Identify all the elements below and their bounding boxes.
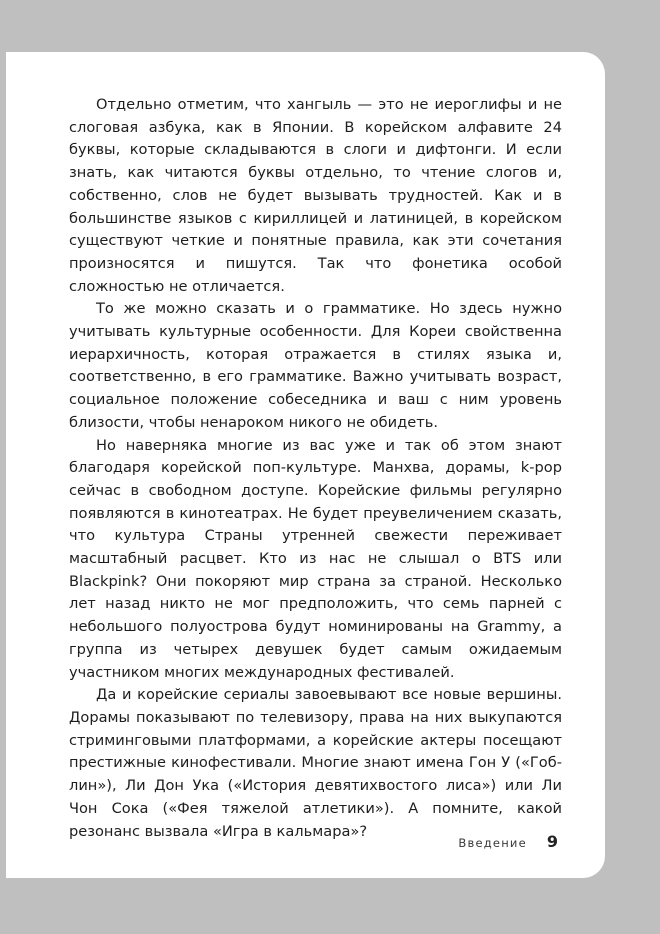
paragraph-4: Да и корейские сериалы завоевывают все новые вершины. Дорамы показывают по телевизору, права на них выкупаются стриминговыми платформами, а корейские актеры посещают престижные кинофестивали. Многие знают имена Гон У («Гоблин»), Ли Дон Ука («История девятихвостого лиса») или Ли Чон Сока («Фея тяжелой атлетики»). А помните, какой резонанс вызвала «Игра в кальмара»? [69,686,562,840]
paragraph-2: То же можно сказать и о грамматике. Но здесь нужно учитывать культурные особенности. Для Кореи свойственна иерархичность, которая отражается в стилях языка и, соответственно, в его грамматике. Важно учитывать возраст, социальное положение собеседника и ваш с ним уровень близости, чтобы ненароком никого не обидеть. [69,300,562,431]
book-page [6,52,605,878]
page-footer [458,832,558,851]
paragraph-3: Но наверняка многие из вас уже и так об этом знают благодаря корейской поп-культуре. Манхва, дорамы, k-pop сейчас в свободном доступе. Корейские фильмы регулярно появляются в кинотеатрах. Не будет преувеличением сказать, что культура Страны утренней свежести переживает масштабный расцвет. Кто из нас не слышал о BTS или Blackpink? Они покоряют мир страна за страной. Несколько лет назад никто не мог предположить, что семь парней с небольшого полуострова будут номинированы на Grammy, а группа из четырех девушек будет самым ожидаемым участником многих международных фестивалей. [69,436,562,681]
running-footer-section: Введение [458,836,527,850]
paragraph-1: Отдельно отметим, что хангыль — это не иероглифы и не слоговая азбука, как в Японии. В корейском алфавите 24 буквы, которые складываются в слоги и дифтонги. И если знать, как читаются буквы отдельно, то чтение слогов и, собственно, слов не будет вызывать трудностей. Как и в большинстве языков с кириллицей и латиницей, в корейском существуют четкие и понятные правила, как эти сочетания произносятся и пишутся. Так что фонетика особой сложностью не отличается. [69,96,562,295]
body-text [69,94,562,843]
page-number: 9 [546,832,558,851]
